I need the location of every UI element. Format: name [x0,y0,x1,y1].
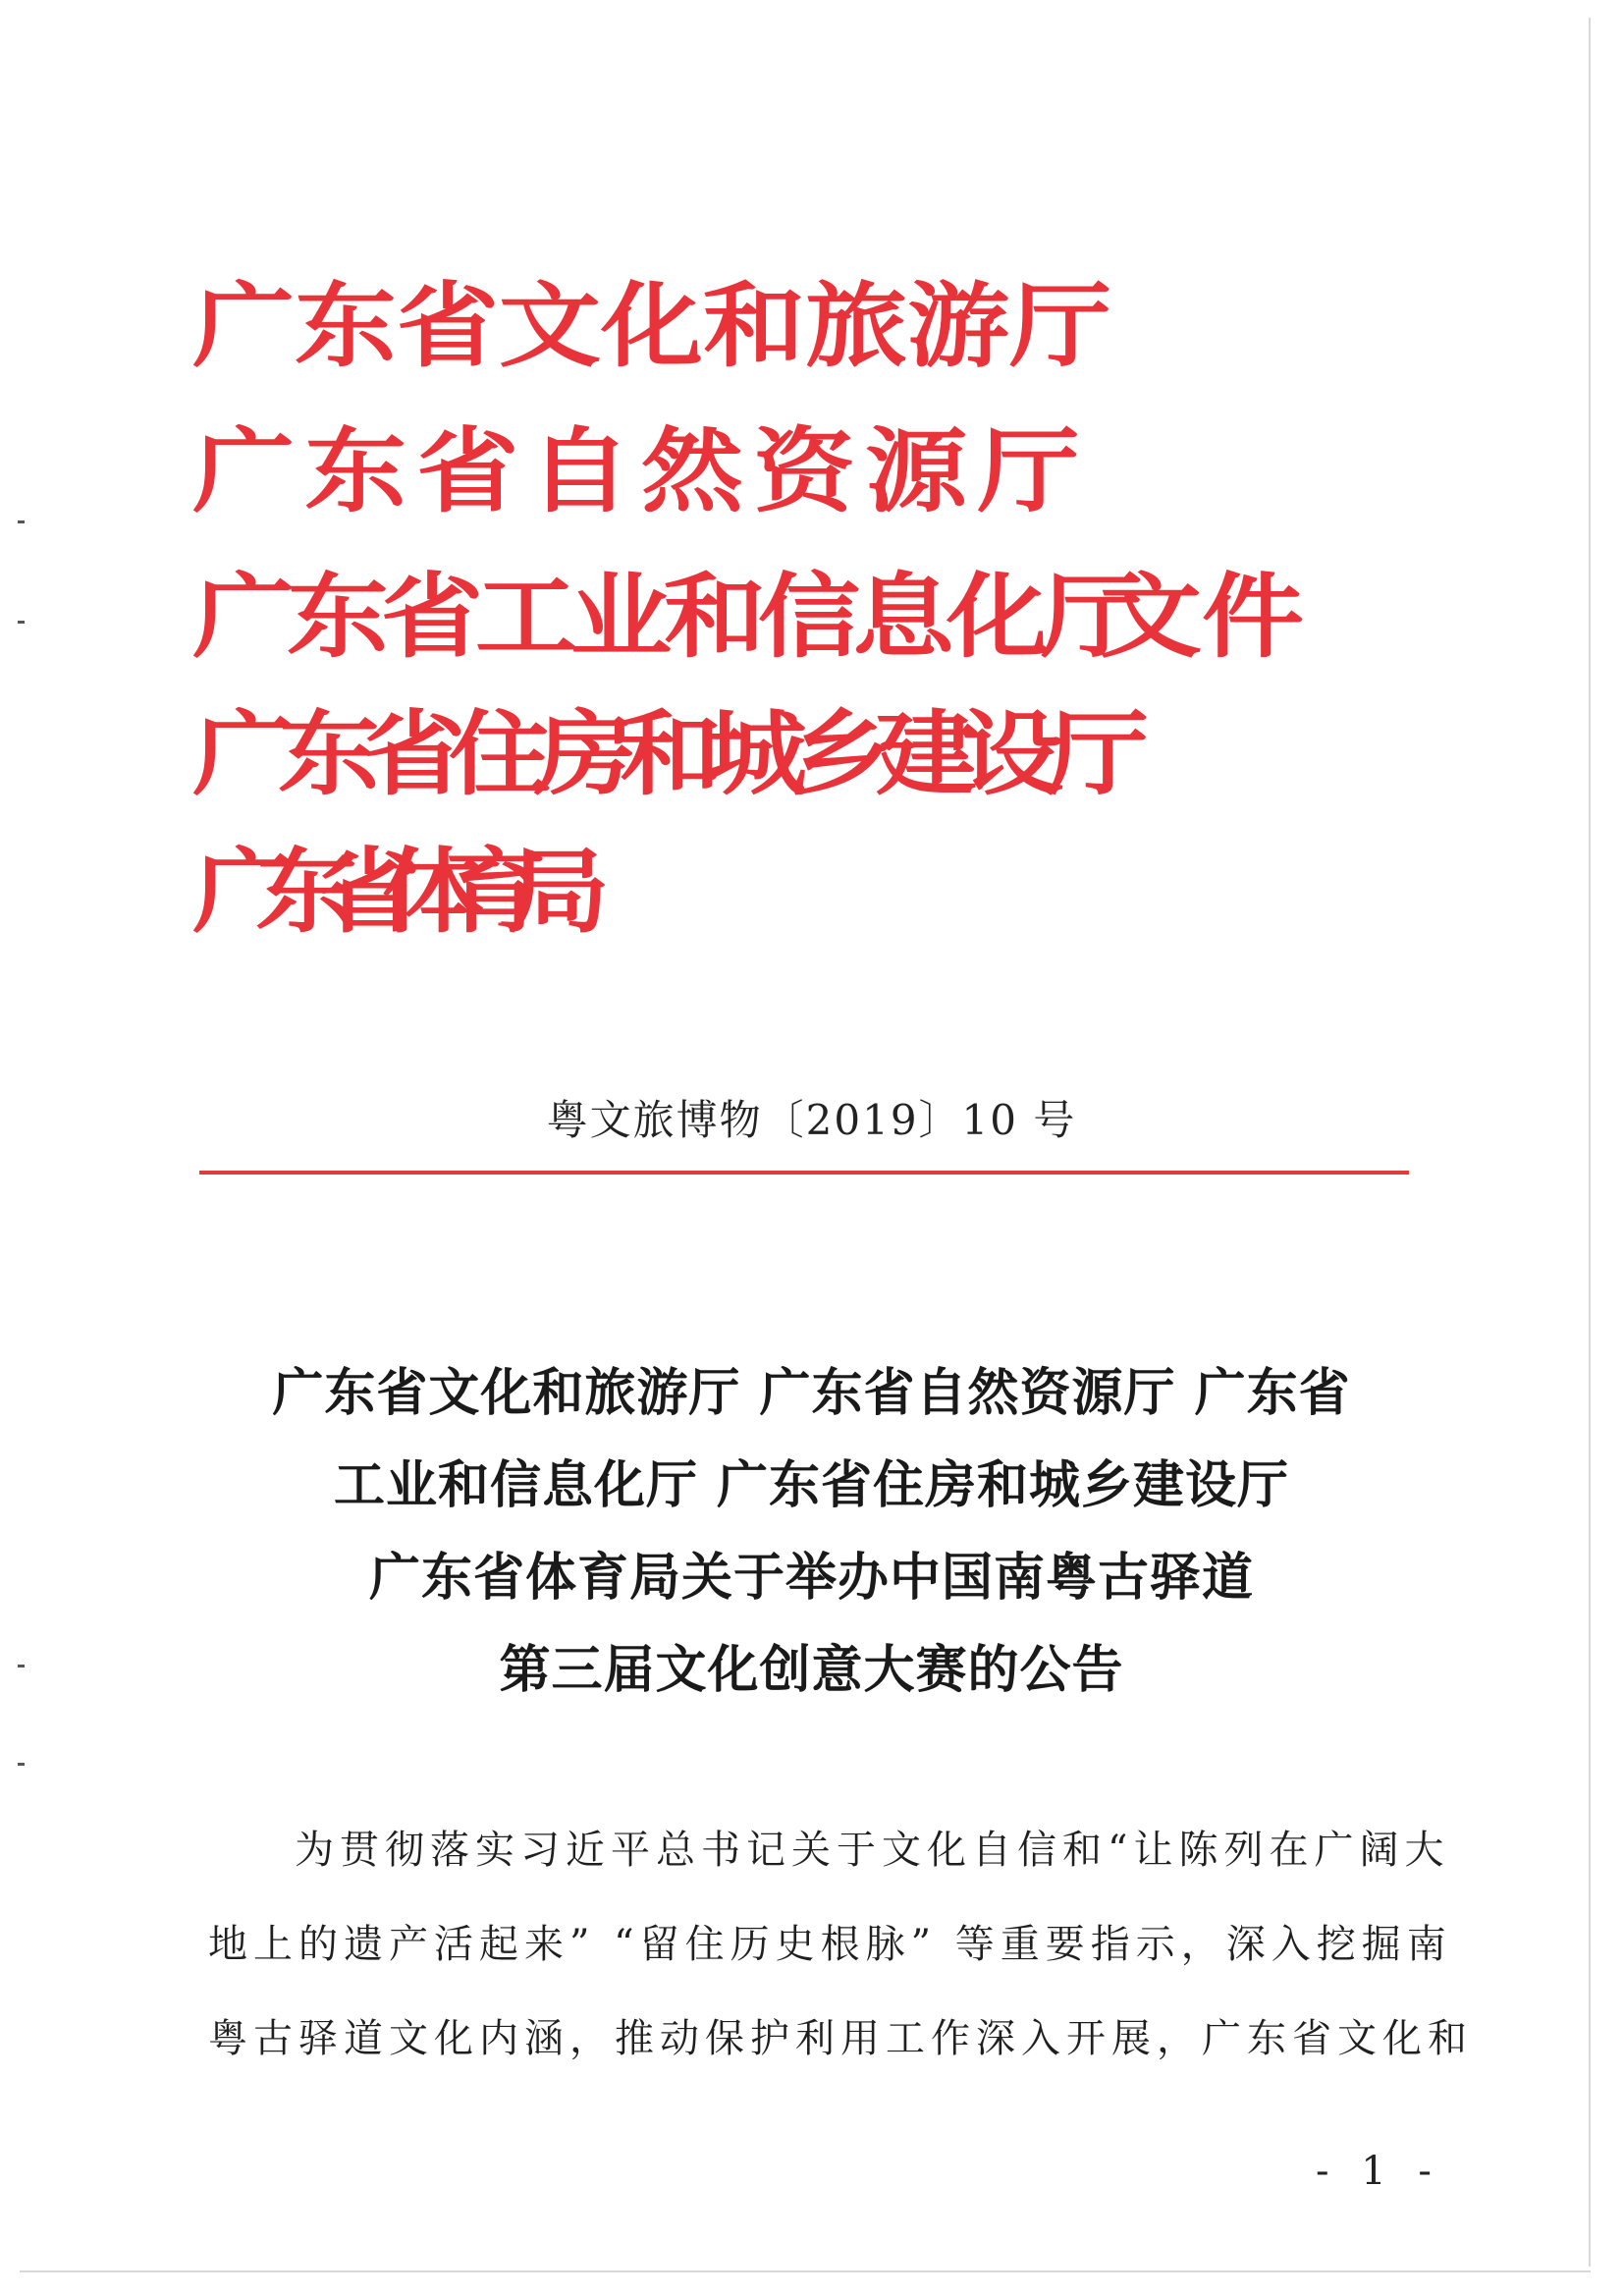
body-line: 地上的遗产活起来” “留住历史根脉” 等重要指示，深入挖掘南 [208,1922,1452,1967]
issuer-line: 广东省文化和旅游厅 [192,272,1112,380]
body-line: 粤古驿道文化内涵，推动保护利用工作深入开展，广东省文化和 [208,2016,1473,2061]
issuer-line: 广 东 省 自 然 资 源 厅 [192,417,1067,525]
document-number: 粤文旅博物〔2019〕10 号 [546,1096,1077,1144]
title-line: 第三届文化创意大赛的公告 [499,1640,1124,1700]
scan-mark [18,520,25,523]
issuer-line: 广东省住房和城乡建设厅 [192,700,1133,808]
title-line: 广东省体育局关于举办中国南粤古驿道 [368,1548,1254,1608]
red-divider [199,1171,1409,1175]
title-line: 工业和信息化厅 广东省住房和城乡建设厅 [333,1455,1290,1515]
page-number: - 1 - [1316,2149,1441,2194]
title-line: 广东省文化和旅游厅 广东省自然资源厅 广东省 [272,1363,1351,1423]
page-edge-bottom [20,2270,1591,2272]
scan-mark [18,1763,25,1766]
issuer-suffix: 文件 [1100,563,1305,671]
issuer-line: 广 东 省 体 育 局 [192,838,573,946]
scan-mark [18,621,25,624]
body-line: 为贯彻落实习近平总书记关于文化自信和“让陈列在广阔大 [295,1828,1450,1873]
issuer-line: 广东省工业和信息化厅 [192,563,1136,671]
